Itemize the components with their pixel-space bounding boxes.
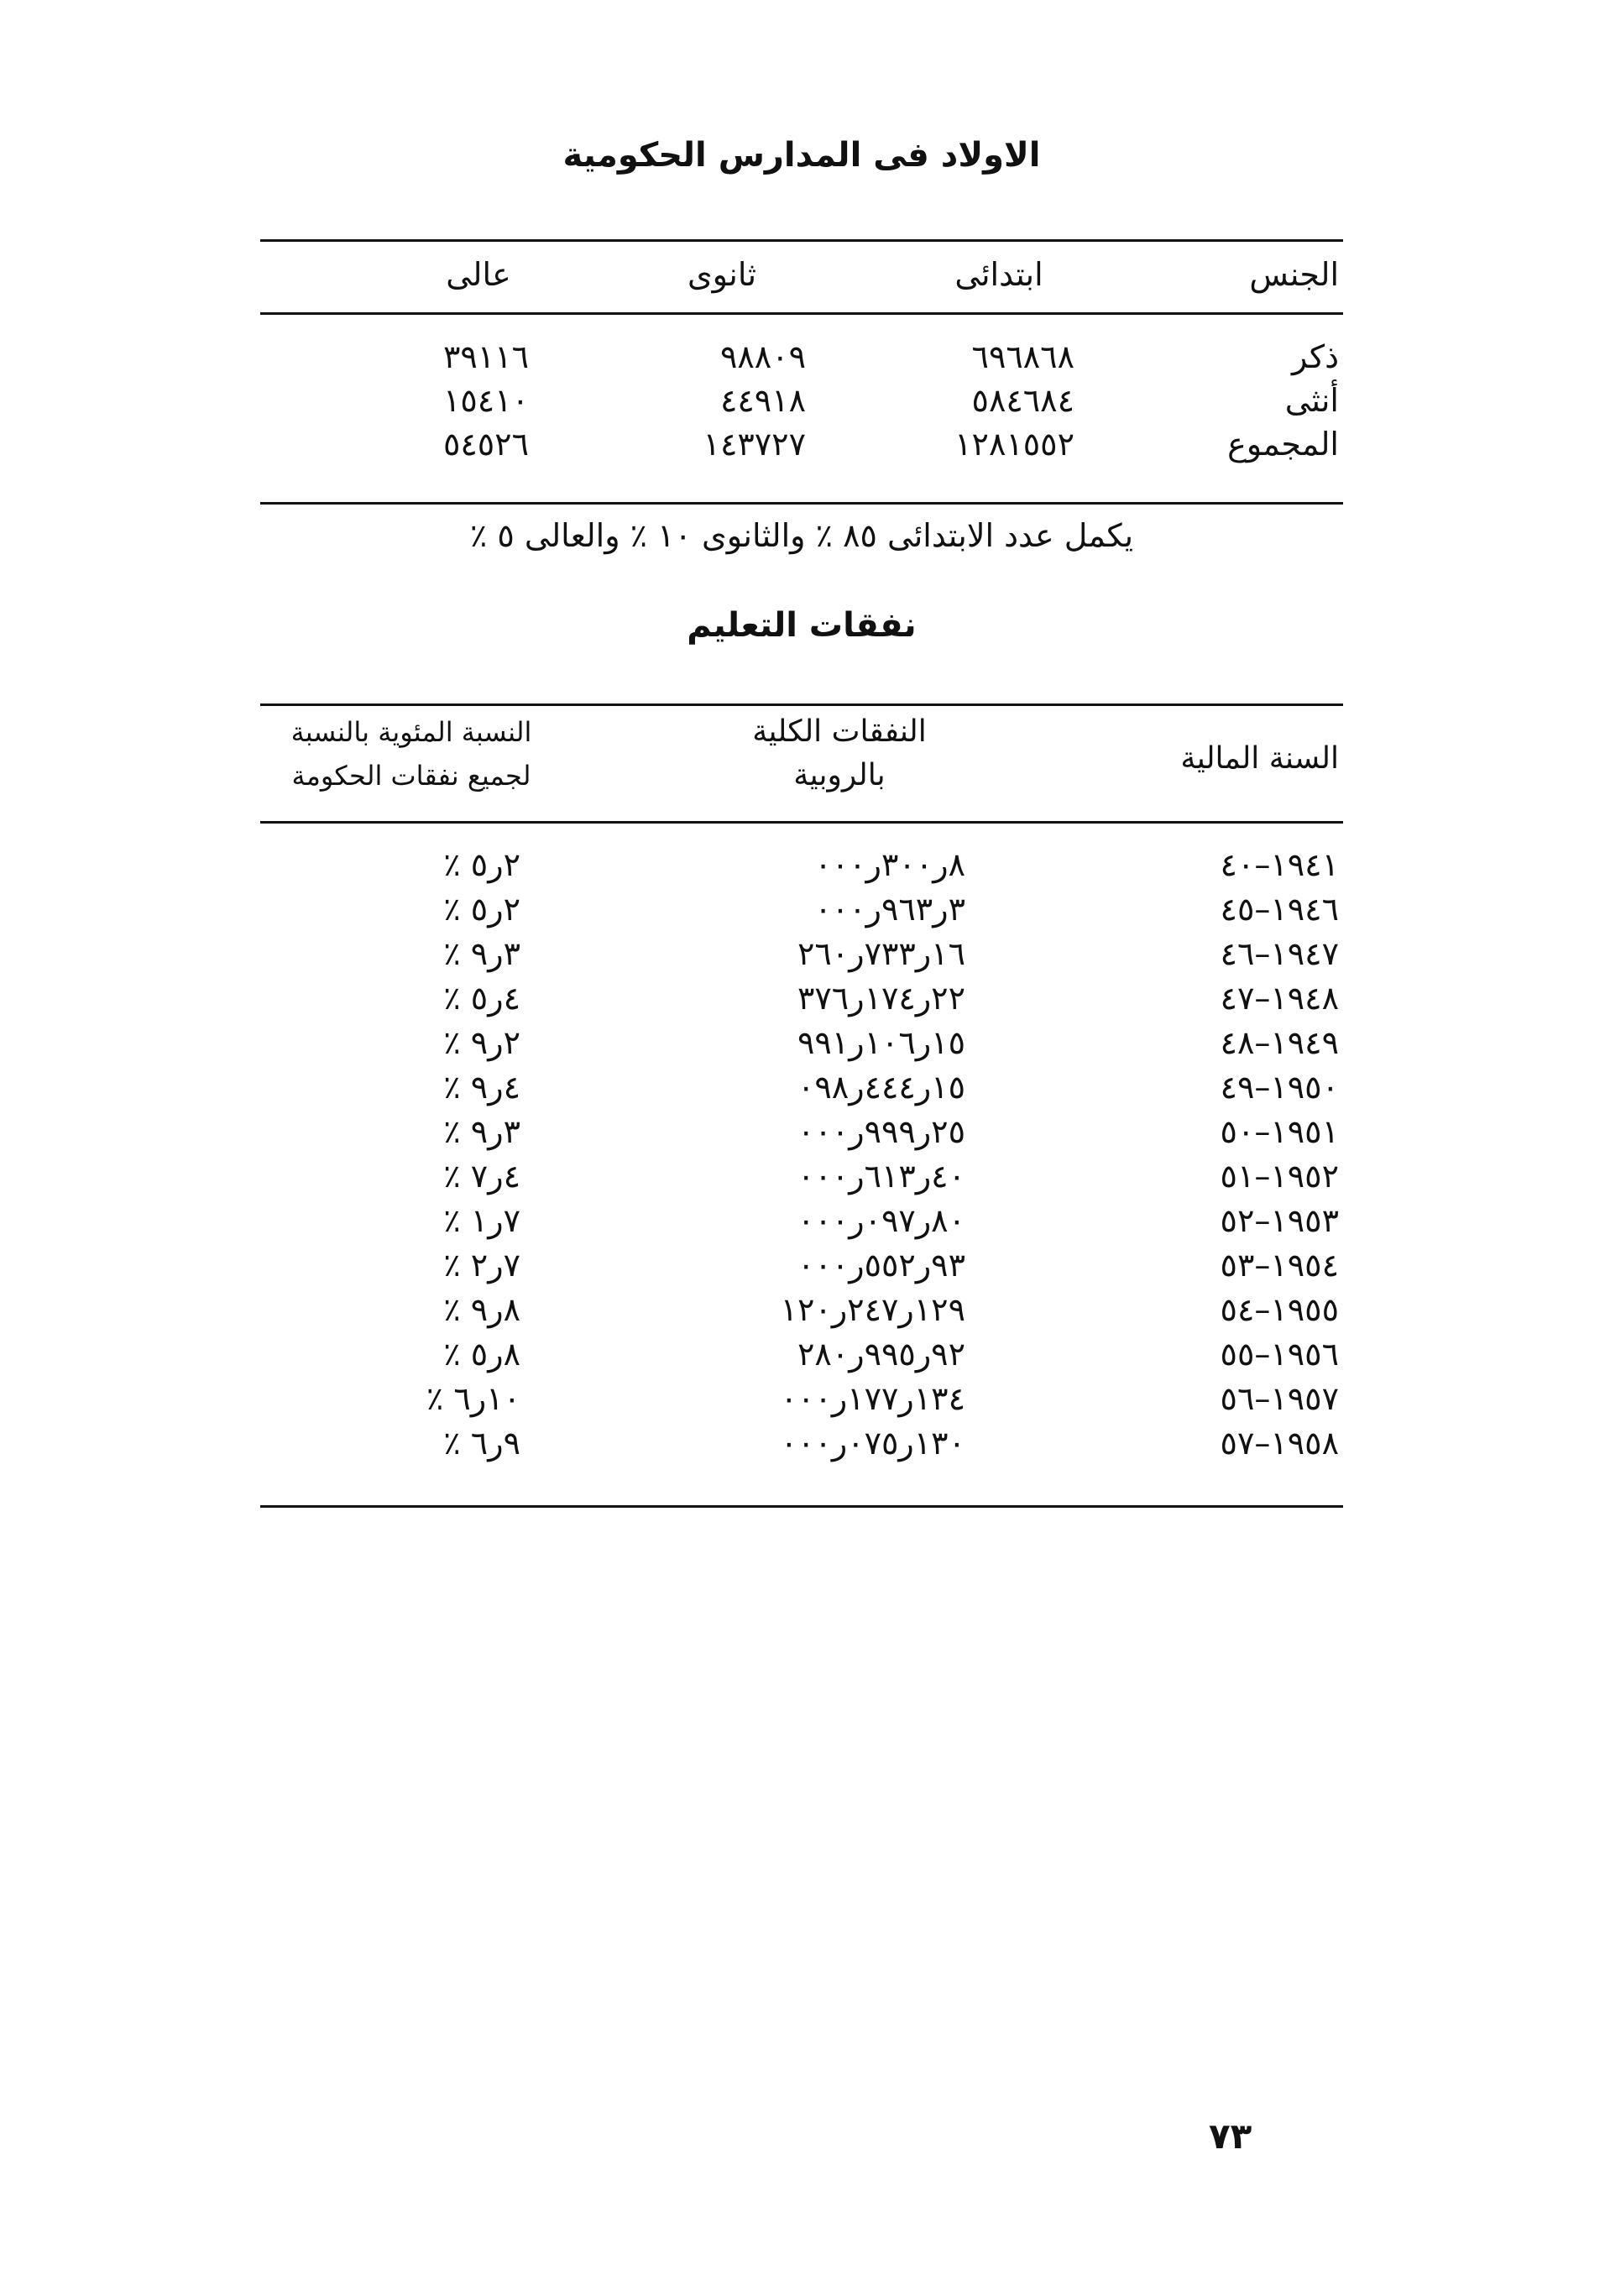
table2-row-pct: ٢ر٥ ٪	[443, 846, 520, 883]
table2-bottom-rule	[260, 1505, 1343, 1508]
table1-row-primary: ٥٨٤٦٨٤	[971, 382, 1074, 419]
table2-row-pct: ٨ر٩ ٪	[443, 1291, 520, 1328]
table2-row-pct: ٨ر٥ ٪	[443, 1336, 520, 1373]
table2-row-year: ١٩٥٣–٥٢	[1220, 1202, 1339, 1239]
table2-row-total: ١٦ر٧٣٣ر٢٦٠	[797, 935, 965, 972]
table1-row-gender: المجموع	[1227, 426, 1339, 463]
table2-row-total: ١٣٤ر١٧٧ر٠٠٠	[780, 1380, 965, 1417]
table2-header-rule	[260, 821, 1343, 824]
table2-row-year: ١٩٥٨–٥٧	[1220, 1425, 1339, 1462]
table2-row-year: ١٩٤٩–٤٨	[1220, 1024, 1339, 1061]
table2-row-year: ١٩٤٨–٤٧	[1220, 980, 1339, 1017]
table1-header-rule	[260, 312, 1343, 315]
table2-row-pct: ٧ر٢ ٪	[443, 1247, 520, 1284]
table2-row-pct: ٤ر٩ ٪	[443, 1069, 520, 1106]
table1-top-rule	[260, 239, 1343, 242]
table1-header-secondary: ثانوى	[687, 256, 757, 293]
table1-row-secondary: ١٤٣٧٢٧	[703, 426, 806, 463]
table2-row-total: ٩٣ر٥٥٢ر٠٠٠	[797, 1247, 965, 1284]
table2-header-total-line2: بالروبية	[793, 758, 886, 792]
table2-row-pct: ٧ر١ ٪	[443, 1202, 520, 1239]
table2-row-year: ١٩٥٧–٥٦	[1220, 1380, 1339, 1417]
table2-row-year: ١٩٥٢–٥١	[1220, 1158, 1339, 1195]
table1-row-gender: أنثى	[1284, 382, 1339, 419]
table2-header-year: السنة المالية	[1180, 741, 1339, 776]
table2-header-pct-line1: النسبة المئوية بالنسبة	[290, 716, 532, 748]
table1-row-primary: ١٢٨١٥٥٢	[954, 426, 1074, 463]
table2-row-pct: ٩ر٦ ٪	[443, 1425, 520, 1462]
table1-row-gender: ذكر	[1292, 338, 1339, 375]
table2-row-total: ١٣٠ر٠٧٥ر٠٠٠	[780, 1425, 965, 1462]
table2-row-total: ٢٥ر٩٩٩ر٠٠٠	[797, 1113, 965, 1150]
table2-row-year: ١٩٥١–٥٠	[1220, 1113, 1339, 1150]
table2-top-rule	[260, 703, 1343, 706]
table1-row-higher: ١٥٤١٠	[442, 382, 529, 419]
table2-header-pct-line2: لجميع نفقات الحكومة	[291, 760, 531, 792]
table1-title: الاولاد فى المدارس الحكومية	[562, 136, 1041, 175]
table2-header-total-line1: النفقات الكلية	[752, 714, 927, 749]
table1-row-primary: ٦٩٦٨٦٨	[971, 338, 1074, 375]
table2-row-year: ١٩٤١–٤٠	[1220, 846, 1339, 883]
table2-row-pct: ٤ر٥ ٪	[443, 980, 520, 1017]
table2-row-pct: ٢ر٥ ٪	[443, 891, 520, 928]
table2-row-year: ١٩٥٥–٥٤	[1220, 1291, 1339, 1328]
table1-row-secondary: ٤٤٩١٨	[719, 382, 806, 419]
table1-note: يكمل عدد الابتدائى ٨٥ ٪ والثانوى ١٠ ٪ والعالى ٥ ٪	[469, 517, 1134, 554]
table2-row-year: ١٩٥٦–٥٥	[1220, 1336, 1339, 1373]
table1-bottom-rule	[260, 502, 1343, 505]
table2-row-year: ١٩٥٠–٤٩	[1220, 1069, 1339, 1106]
table2-row-pct: ١٠ر٦ ٪	[426, 1380, 520, 1417]
table2-row-pct: ٤ر٧ ٪	[443, 1158, 520, 1195]
table1-row-higher: ٣٩١١٦	[442, 338, 529, 375]
table2-row-total: ٨ر٣٠٠ر٠٠٠	[814, 846, 965, 883]
table1-row-secondary: ٩٨٨٠٩	[719, 338, 806, 375]
table2-row-total: ٢٢ر١٧٤ر٣٧٦	[797, 980, 965, 1017]
table2-row-year: ١٩٤٧–٤٦	[1220, 935, 1339, 972]
page-number: ٧٣	[1209, 2116, 1252, 2157]
table1-row-higher: ٥٤٥٢٦	[442, 426, 529, 463]
table2-row-pct: ٣ر٩ ٪	[443, 1113, 520, 1150]
table2-row-total: ١٥ر١٠٦ر٩٩١	[797, 1024, 965, 1061]
table2-row-total: ١٥ر٤٤٤ر٠٩٨	[797, 1069, 965, 1106]
table2-row-pct: ٣ر٩ ٪	[443, 935, 520, 972]
table2-row-total: ١٢٩ر٢٤٧ر١٢٠	[780, 1291, 965, 1328]
table1-header-gender: الجنس	[1249, 256, 1339, 293]
table2-title: نفقات التعليم	[687, 606, 917, 645]
table2-row-year: ١٩٤٦–٤٥	[1220, 891, 1339, 928]
table2-row-total: ٣ر٩٦٣ر٠٠٠	[814, 891, 965, 928]
table2-row-total: ٤٠ر٦١٣ر٠٠٠	[797, 1158, 965, 1195]
table1-header-primary: ابتدائى	[954, 256, 1043, 293]
table2-row-total: ٩٢ر٩٩٥ر٢٨٠	[797, 1336, 965, 1373]
table2-row-year: ١٩٥٤–٥٣	[1220, 1247, 1339, 1284]
table2-row-pct: ٢ر٩ ٪	[443, 1024, 520, 1061]
table2-row-total: ٨٠ر٠٩٧ر٠٠٠	[797, 1202, 965, 1239]
table1-header-higher: عالى	[446, 256, 511, 293]
